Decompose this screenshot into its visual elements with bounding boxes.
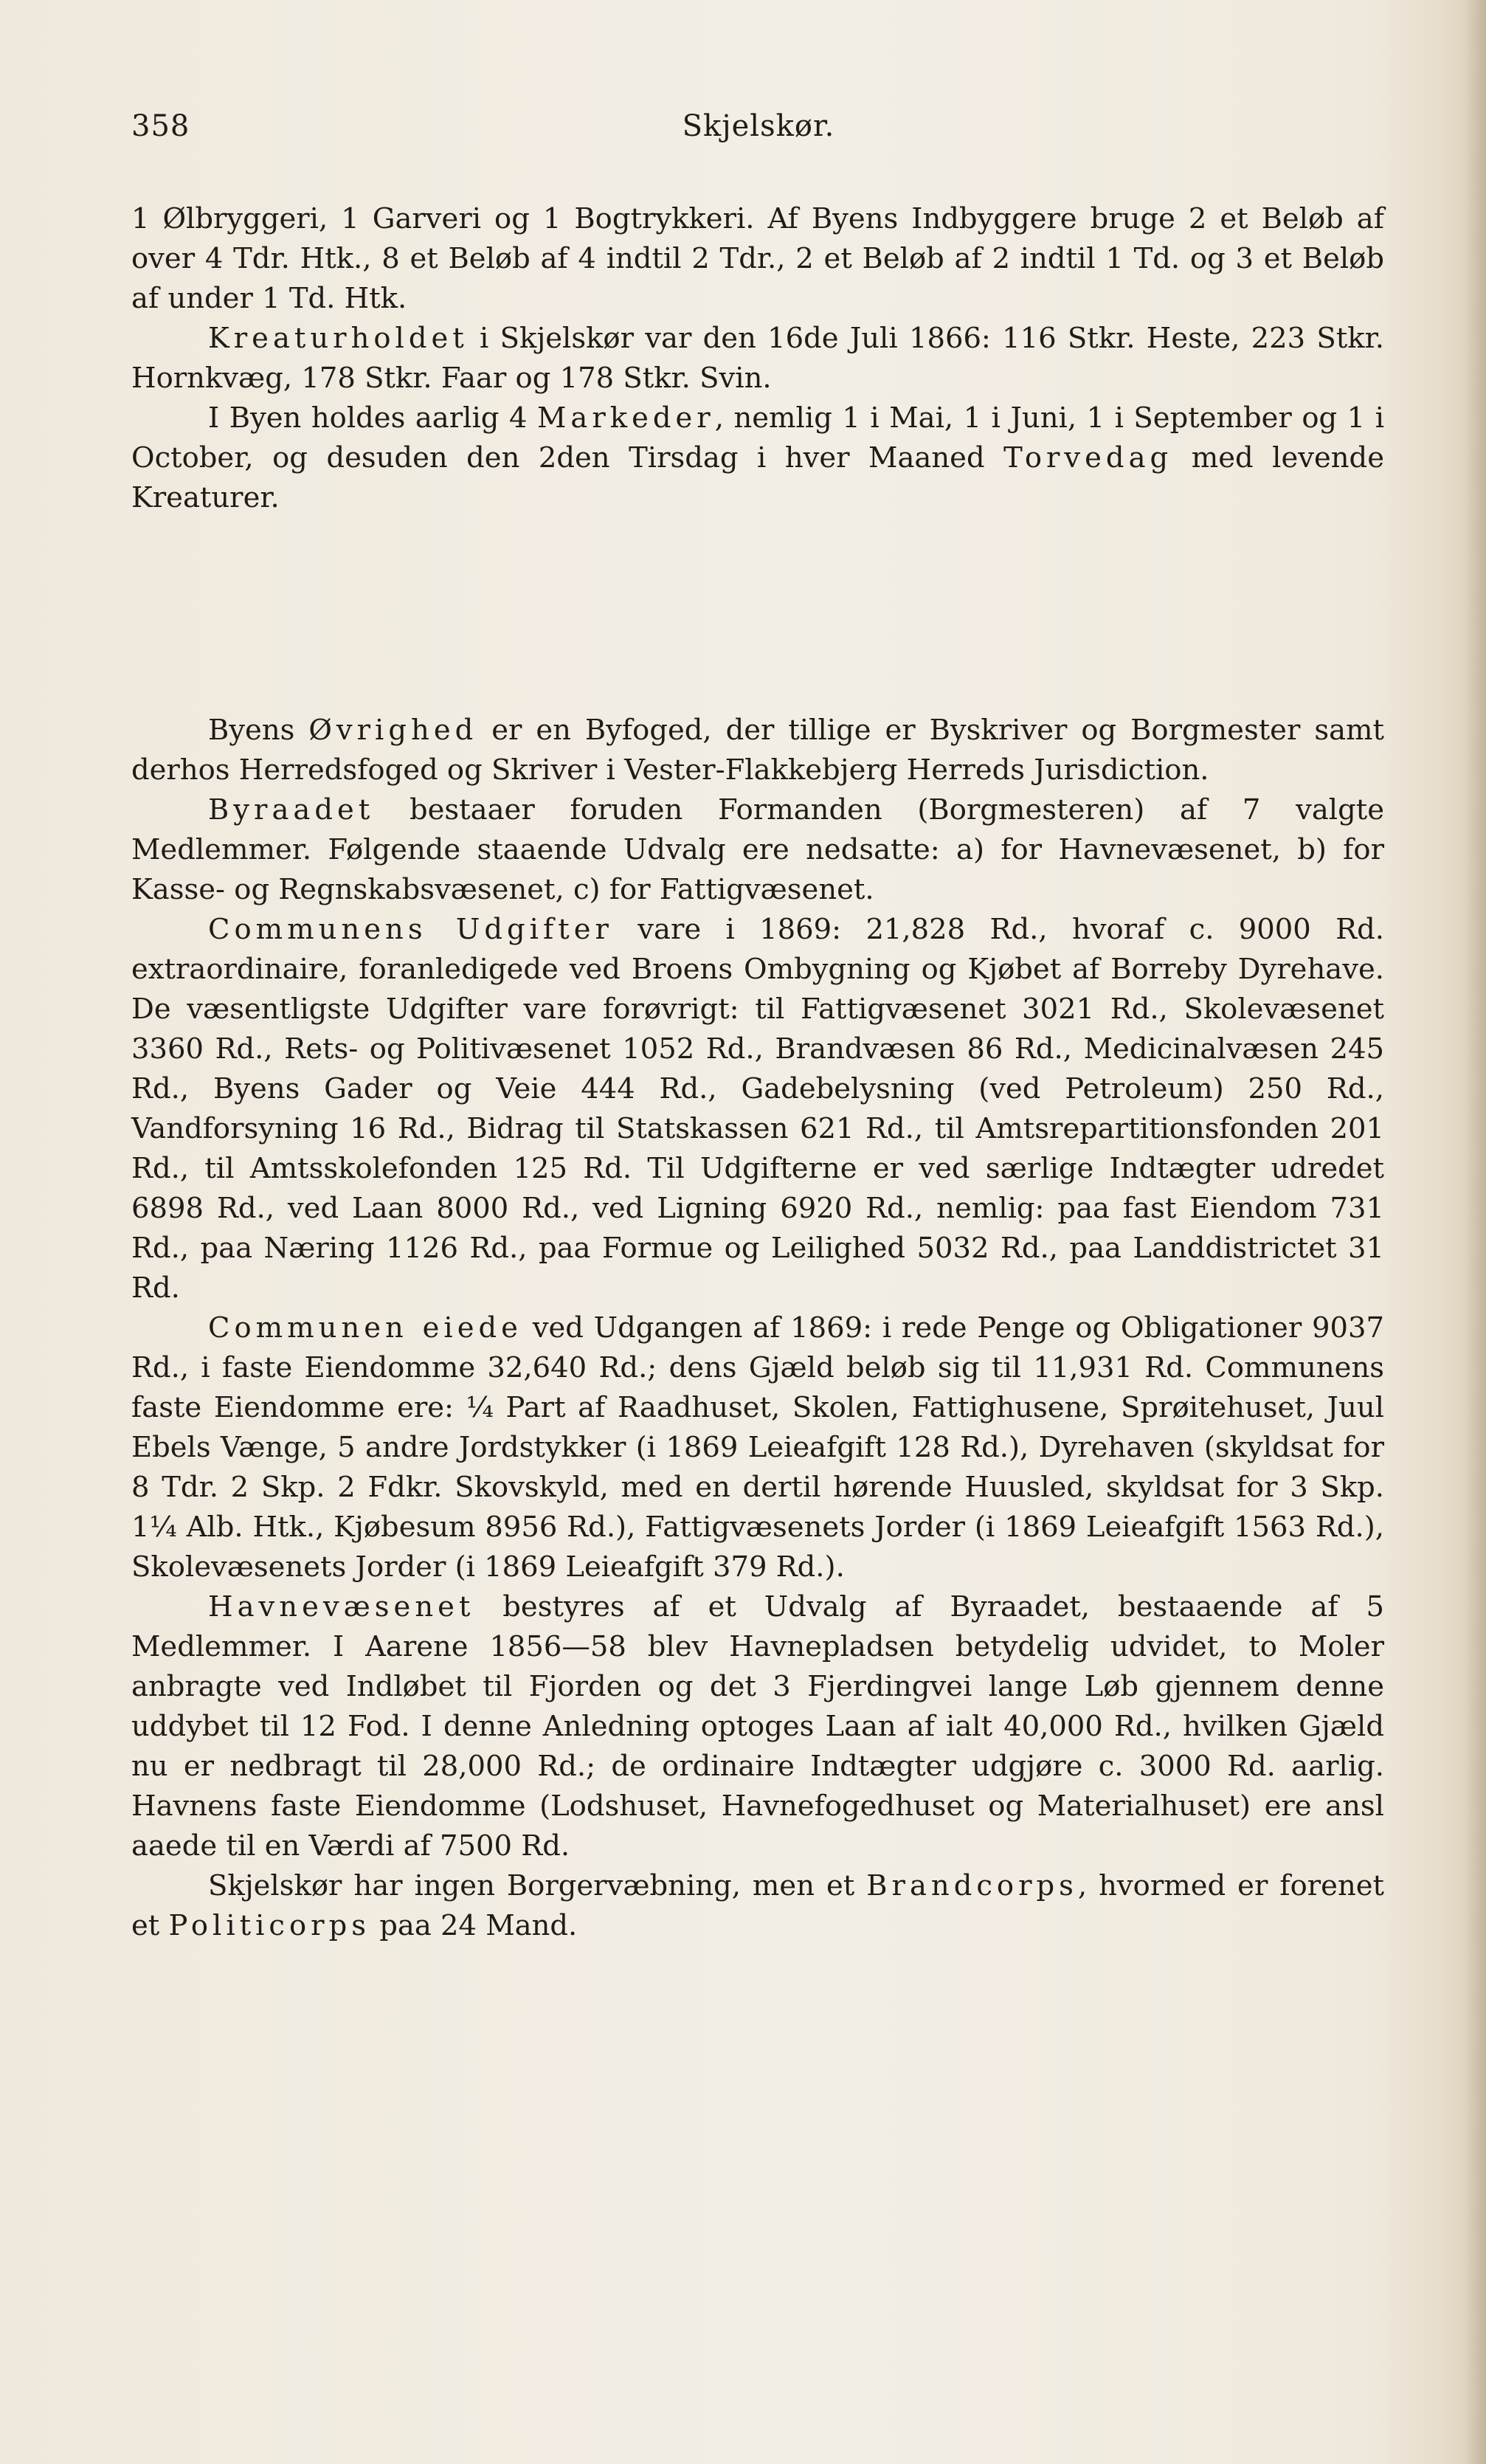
emphasis-politicorps: Politicorps [168,1909,370,1942]
paragraph-authority [131,711,1384,790]
running-title: Skjelskør. [682,109,835,143]
paragraph-expenses [131,910,1384,1308]
harbour-text: bestyres af et Udvalg af Byraadet, bestaaende af 5 Medlemmer. I Aarene 1856—58 blev Havnepladsen betydelig udvidet, to Moler anbragte ved Indløbet til Fjorden og det 3 Fjerdingvei lange Løb gjennem denne uddybet til 12 Fod. I denne Anledning optoges Laan af ialt 40,000 Rd., hvilken Gjæld nu er nedbragt til 28,000 Rd.; de ordinaire Indtægter udgjøre c. 3000 Rd. aarlig. Havnens faste Eiendomme (Lodshuset, Havnefogedhuset og Materialhuset) ere ansl​aaede til en Værdi af 7500 Rd. [131,1590,1384,1863]
markets-text-b: , nemlig 1 i Mai, 1 i Juni, 1 i September og 1 i October, og desuden den 2den Tirsdag i hver Maaned [131,401,1385,474]
text-block-top [131,199,1384,518]
paragraph-fire-corps [131,1866,1384,1946]
emphasis-havnevaesenet: Havnevæsenet [208,1590,475,1623]
text-block-main [131,711,1384,1946]
fire-text-c: paa 24 Mand. [370,1909,578,1942]
paragraph-harbour [131,1587,1384,1866]
emphasis-udgifter: Communens Udgifter [208,913,613,946]
council-text: bestaaer foruden Formanden (Borgmesteren) af 7 valgte Medlemmer. Følgende staaende Udvalg ere nedsatte: a) for Havnevæsenet, b) for Kasse- og Regnskabsvæsenet, c) for Fattigvæsenet. [131,793,1384,906]
livestock-text: i Skjelskør var den 16de Juli 1866: 116 Stkr. Heste, 223 Stkr. Hornkvæg, 178 Stkr. Faar og 178 Stkr. Svin. [131,322,1384,395]
paragraph-livestock [131,319,1384,398]
authority-text-b: er en Byfoged, der tillige er Byskriver og Borgmester samt derhos Herredsfoged og Skriver i Vester-Flakkebjerg Herreds Jurisdiction. [131,714,1385,787]
paragraph-trades: 1 Ølbryggeri, 1 Garveri og 1 Bogtrykkeri. Af Byens Indbyggere bruge 2 et Beløb af over 4 Tdr. Htk., 8 et Beløb af 4 indtil 2 Tdr., 2 et Beløb af 2 indtil 1 Td. og 3 et Beløb af under 1 Td. Htk. [131,202,1384,315]
paragraph-markets [131,398,1384,518]
page-header [131,109,1386,153]
markets-text-c: med levende Kreaturer. [131,441,1384,514]
emphasis-ovrighed: Øvrighed [308,714,478,747]
emphasis-communen-eiede: Communen eiede [208,1311,522,1345]
emphasis-torvedag: Torvedag [1003,441,1173,474]
paragraph-property [131,1308,1384,1587]
markets-text-a: I Byen holdes aarlig 4 [208,401,537,435]
emphasis-brandcorps: Brandcorps [866,1869,1078,1902]
fire-text-a: Skjelskør har ingen Borgervæbning, men et [208,1869,867,1902]
page-number: 358 [131,109,190,143]
emphasis-markeder: Markeder [536,401,715,435]
emphasis-kreaturholdet: Kreaturholdet [208,322,469,355]
page-edge-shadow [1465,0,1486,2464]
property-text: ved Udgangen af 1869: i rede Penge og Obligationer 9037 Rd., i faste Eiendomme 32,640 Rd.; dens Gjæld beløb sig til 11,931 Rd. Communens faste Eiendomme ere: ¼ Part af Raadhuset, Skolen, Fattighusene, Sprøitehuset, Juul Ebels Vænge, 5 andre Jordstykker (i 1869 Leieafgift 128 Rd.), Dyrehaven (skyldsat for 8 Tdr. 2 Skp. 2 Fdkr. Skovskyld, med en dertil hørende Huusled, skyldsat for 3 Skp. 1¼ Alb. Htk., Kjøbesum 8956 Rd.), Fattigvæsenets Jorder (i 1869 Leieafgift 1563 Rd.), Skolevæsenets Jorder (i 1869 Leieafgift 379 Rd.). [131,1311,1385,1584]
paragraph-council [131,790,1384,910]
expenses-text: vare i 1869: 21,828 Rd., hvoraf c. 9000 Rd. extraordinaire, foranledigede ved Broens Ombygning og Kjøbet af Borreby Dyrehave. De væsentligste Udgifter vare forøvrigt: til Fattigvæsenet 3021 Rd., Skolevæsenet 3360 Rd., Rets- og Politivæsenet 1052 Rd., Brandvæsen 86 Rd., Medicinalvæsen 245 Rd., Byens Gader og Veie 444 Rd., Gadebelysning (ved Petroleum) 250 Rd., Vandforsyning 16 Rd., Bidrag til Statskassen 621 Rd., til Amtsrepartitionsfonden 201 Rd., til Amtsskolefonden 125 Rd. Til Udgifterne er ved særlige Indtægter udredet 6898 Rd., ved Laan 8000 Rd., ved Ligning 6920 Rd., nemlig: paa fast Eiendom 731 Rd., paa Næring 1126 Rd., paa Formue og Leilighed 5032 Rd., paa Landdistrictet 31 Rd. [131,913,1384,1305]
authority-text-a: Byens [208,714,309,747]
fire-text-b: , hvormed er forenet et [131,1869,1385,1942]
emphasis-byraadet: Byraadet [208,793,375,826]
